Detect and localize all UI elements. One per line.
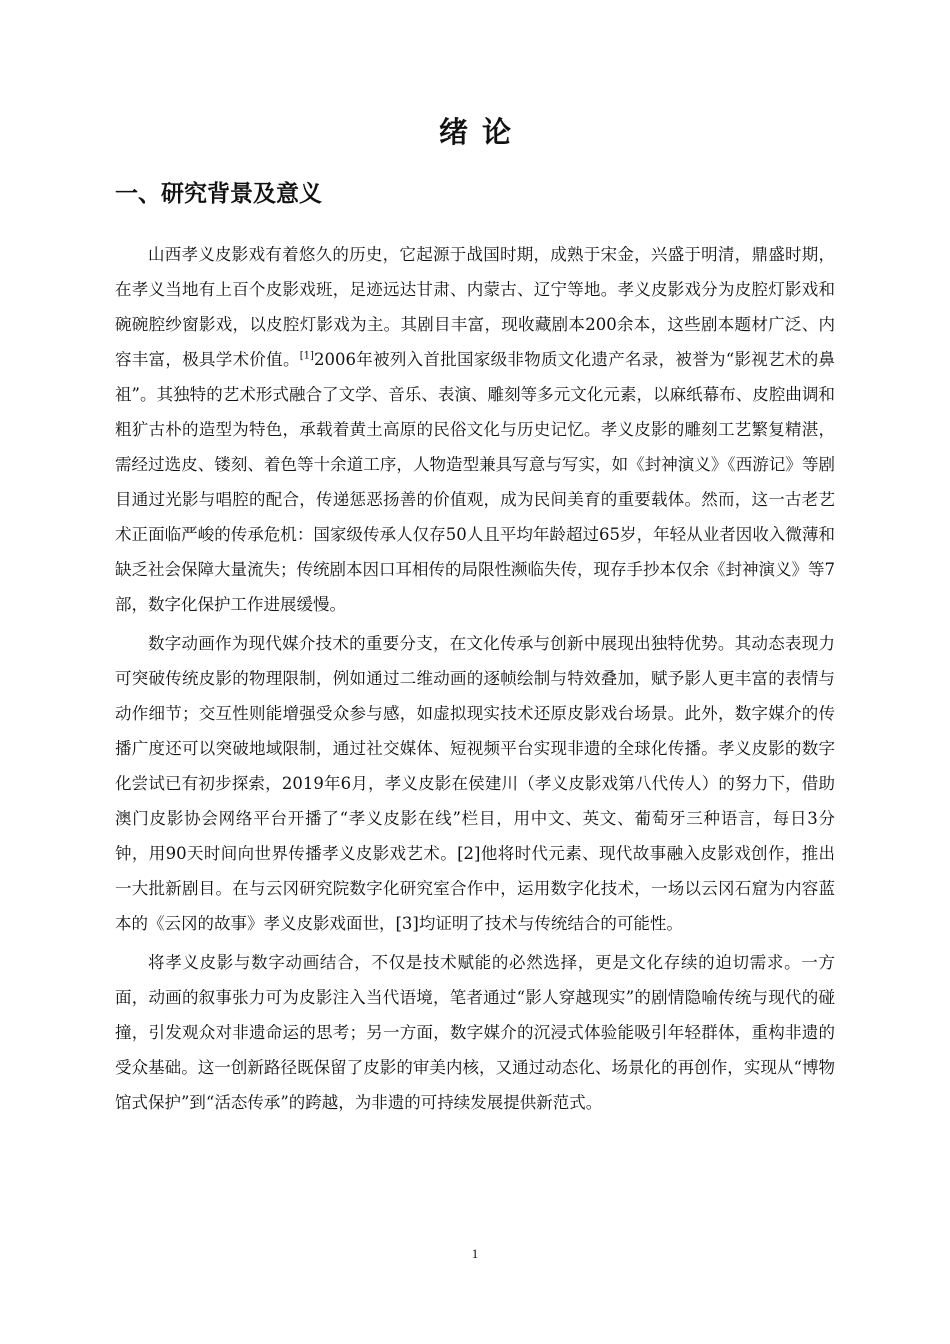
body-text: [115, 237, 835, 1124]
paragraph-1: [115, 237, 835, 622]
page-number: 1: [471, 1246, 479, 1261]
chapter-title: 绪论: [438, 115, 525, 149]
paragraph-1-text-a: 山西孝义皮影戏有着悠久的历史，它起源于战国时期，成熟于宋金，兴盛于明清，鼎盛时期，在孝义当地有上百个皮影戏班，足迹远达甘肃、内蒙古、辽宁等地。孝义皮影戏分为皮腔灯影戏和碗碗腔纱窗影戏，以皮腔灯影戏为主。其剧目丰富，现收藏剧本200余本，这些剧本题材广泛、内容丰富，极具学术价值。: [115, 245, 835, 369]
paragraph-1-text-b: 2006年被列入首批国家级非物质文化遗产名录，被誉为“影视艺术的鼻祖”。其独特的艺术形式融合了文学、音乐、表演、雕刻等多元文化元素，以麻纸幕布、皮腔曲调和粗犷古朴的造型为特色，承载着黄土高原的民俗文化与历史记忆。孝义皮影的雕刻工艺繁复精湛，需经过选皮、镂刻、着色等十余道工序，人物造型兼具写意与写实，如《封神演义》《西游记》等剧目通过光影与唱腔的配合，传递惩恶扬善的价值观，成为民间美育的重要载体。然而，这一古老艺术正面临严峻的传承危机：国家级传承人仅存50人且平均年龄超过65岁，年轻从业者因收入微薄和缺乏社会保障大量流失；传统剧本因口耳相传的局限性濒临失传，现存手抄本仅余《封神演义》等7部，数字化保护工作进展缓慢。: [115, 350, 836, 614]
paragraph-2: 数字动画作为现代媒介技术的重要分支，在文化传承与创新中展现出独特优势。其动态表现力可突破传统皮影的物理限制，例如通过二维动画的逐帧绘制与特效叠加，赋予影人更丰富的表情与动作细节；交互性则能增强受众参与感，如虚拟现实技术还原皮影戏台场景。此外，数字媒介的传播广度还可以突破地域限制，通过社交媒体、短视频平台实现非遗的全球化传播。孝义皮影的数字化尝试已有初步探索，2019年6月，孝义皮影在侯建川（孝义皮影戏第八代传人）的努力下，借助澳门皮影协会网络平台开播了“孝义皮影在线”栏目，用中文、英文、葡萄牙三种语言，每日3分钟，用90天时间向世界传播孝义皮影戏艺术。[2]他将时代元素、现代故事融入皮影戏创作，推出一大批新剧目。在与云冈研究院数字化研究室合作中，运用数字化技术，一场以云冈石窟为内容蓝本的《云冈的故事》孝义皮影戏面世，[3]均证明了技术与传统结合的可能性。: [115, 634, 835, 933]
paragraph-3: 将孝义皮影与数字动画结合，不仅是技术赋能的必然选择，更是文化存续的迫切需求。一方面，动画的叙事张力可为皮影注入当代语境，笔者通过“影人穿越现实”的剧情隐喻传统与现代的碰撞，引发观众对非遗命运的思考；另一方面，数字媒介的沉浸式体验能吸引年轻群体，重构非遗的受众基础。这一创新路径既保留了皮影的审美内核，又通过动态化、场景化的再创作，实现从“博物馆式保护”到“活态传承”的跨越，为非遗的可持续发展提供新范式。: [115, 953, 835, 1112]
citation-marker: [1]: [299, 350, 314, 362]
section-heading: 一、研究背景及意义: [115, 181, 322, 207]
